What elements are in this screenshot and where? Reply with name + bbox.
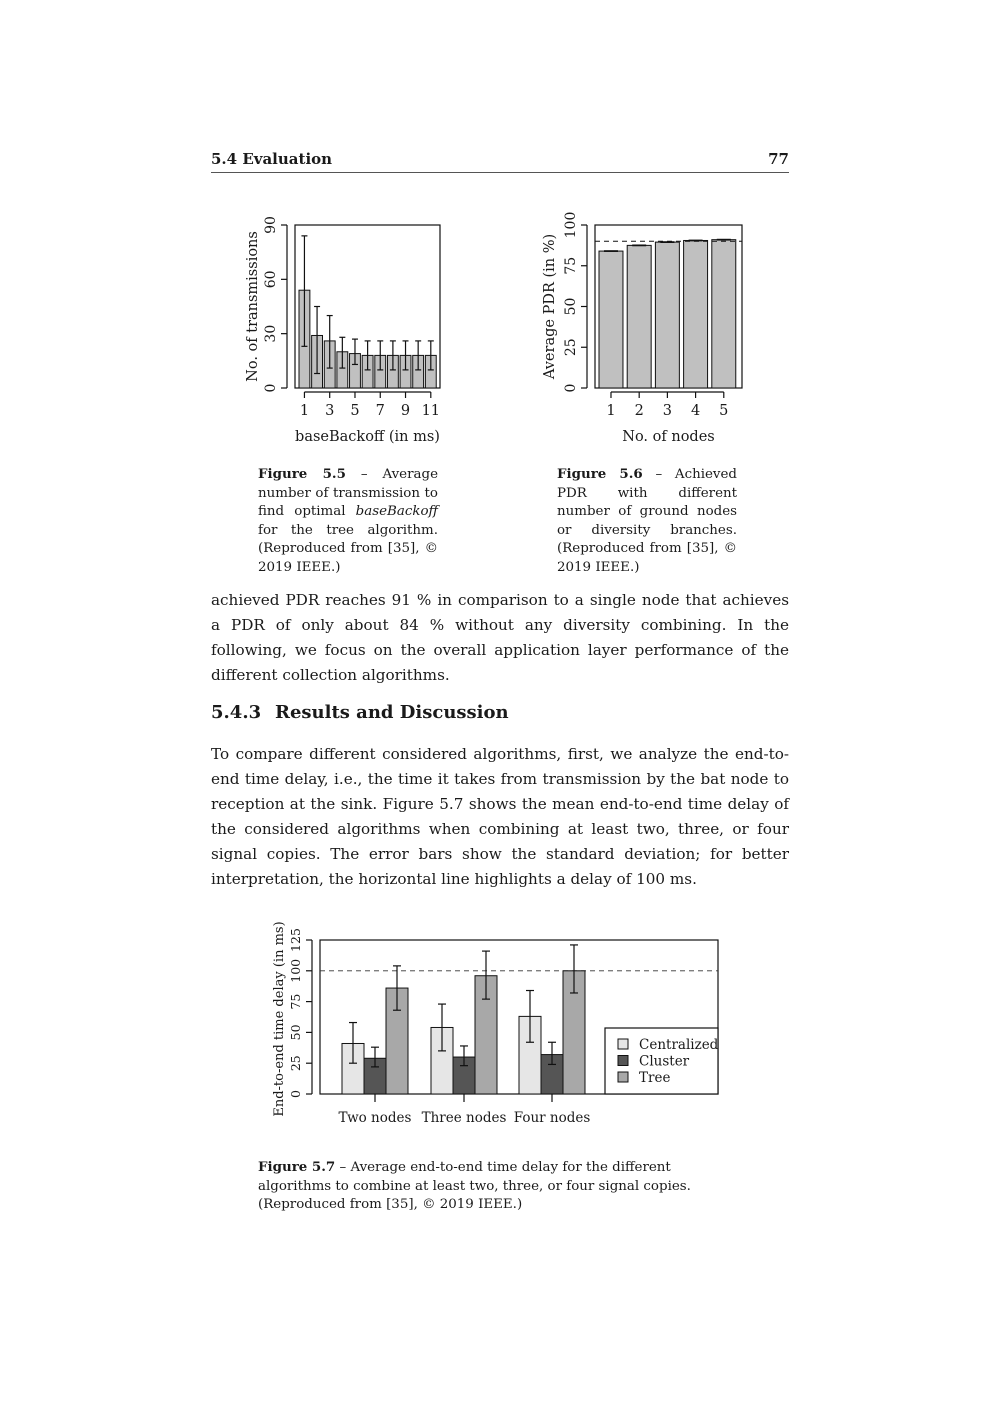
y-tick-label: 50: [563, 297, 579, 316]
legend-swatch-centralized: [618, 1039, 628, 1049]
x-tick-label: 1: [299, 403, 310, 419]
figure-5-5-caption-italic: baseBackoff: [355, 504, 438, 519]
page-number: 77: [768, 150, 789, 168]
figure-5-6-chart: [530, 210, 770, 455]
x-tick-label: 11: [421, 403, 441, 419]
section-heading: [211, 702, 509, 723]
legend-label-centralized: Centralized: [639, 1037, 719, 1053]
figure-5-5-caption-text: – Average number of transmission to find optimal: [258, 467, 438, 519]
y-tick-label: 125: [288, 928, 303, 952]
y-tick-label: 25: [288, 1055, 303, 1072]
x-tick-label: 2: [634, 403, 644, 419]
figure-5-7-label: Figure 5.7: [258, 1159, 336, 1175]
bar: [627, 245, 651, 388]
x-tick-label: 5: [719, 403, 729, 419]
y-tick-label: 90: [263, 216, 279, 234]
x-tick-label: Four nodes: [513, 1110, 591, 1126]
figure-5-7-chart: [265, 920, 735, 1130]
y-tick-label: 75: [288, 993, 303, 1010]
y-tick-label: 100: [563, 211, 579, 239]
x-tick-label: Two nodes: [338, 1110, 412, 1126]
x-axis-title: baseBackoff (in ms): [295, 429, 440, 445]
x-tick-label: 5: [350, 403, 360, 419]
figure-5-7-caption: [258, 1158, 744, 1215]
bar: [599, 251, 623, 388]
figure-5-5-caption: [258, 465, 438, 577]
y-tick-label: 50: [288, 1024, 303, 1041]
legend-swatch-tree: [618, 1072, 628, 1082]
figure-5-6-label: Figure 5.6: [557, 466, 643, 482]
y-axis-title: Average PDR (in %): [542, 233, 558, 380]
running-header: [211, 148, 789, 173]
figure-5-5-caption-rest: for the tree algorithm. (Reproduced from [35], © 2019 IEEE.): [258, 522, 438, 575]
bar: [655, 242, 679, 388]
x-tick-label: 1: [606, 403, 616, 419]
section-title: Results and Discussion: [275, 702, 509, 723]
y-tick-label: 100: [288, 958, 303, 983]
paragraph-delay: To compare different considered algorithms, first, we analyze the end-to-end time delay, i.e., the time it takes from transmission by the bat node to reception at the sink. Figure 5.7 shows the mean end-to-end time delay of the considered algorithms when combining at least two, three, or four signal copies. The error bars show the standard deviation; for better interpretation, the horizontal line highlights a delay of 100 ms.: [211, 745, 789, 888]
bar: [712, 240, 736, 388]
y-tick-label: 0: [263, 383, 279, 393]
figure-5-5-label: Figure 5.5: [258, 466, 346, 482]
section-number: 5.4.3: [211, 702, 262, 723]
legend-label-tree: Tree: [639, 1070, 671, 1086]
x-tick-label: 4: [690, 403, 701, 419]
bar: [684, 240, 708, 388]
y-tick-label: 25: [563, 338, 579, 357]
y-axis-title: End-to-end time delay (in ms): [272, 921, 287, 1117]
x-tick-label: 7: [375, 403, 385, 419]
figure-5-5-chart: [230, 210, 470, 455]
figure-5-6-caption: [557, 465, 737, 577]
x-axis-title: No. of nodes: [622, 429, 715, 445]
running-header-section: 5.4 Evaluation: [211, 150, 333, 168]
x-tick-label: Three nodes: [421, 1110, 507, 1126]
y-tick-label: 0: [563, 383, 579, 393]
y-tick-label: 75: [563, 256, 579, 275]
x-tick-label: 3: [662, 403, 673, 419]
legend-label-cluster: Cluster: [639, 1053, 690, 1070]
figure-5-6-caption-text: – Achieved PDR with different number of ground nodes or diversity branches. (Reproduced from [35], © 2019 IEEE.): [557, 467, 737, 575]
y-tick-label: 30: [263, 324, 279, 343]
x-tick-label: 3: [325, 403, 335, 419]
x-tick-label: 9: [400, 403, 411, 419]
legend-swatch-cluster: [618, 1056, 628, 1066]
y-axis-title: No. of transmissions: [245, 231, 261, 382]
y-tick-label: 0: [288, 1090, 303, 1098]
figure-5-7-caption-text: – Average end-to-end time delay for the different algorithms to combine at least two, three, or four signal copies. (Reproduced from [35], © 2019 IEEE.): [258, 1160, 691, 1212]
y-tick-label: 60: [263, 270, 279, 289]
paragraph-pdr: achieved PDR reaches 91 % in comparison to a single node that achieves a PDR of only about 84 % without any diversity combining. In the following, we focus on the overall application layer performance of the different collection algorithms.: [211, 591, 789, 684]
